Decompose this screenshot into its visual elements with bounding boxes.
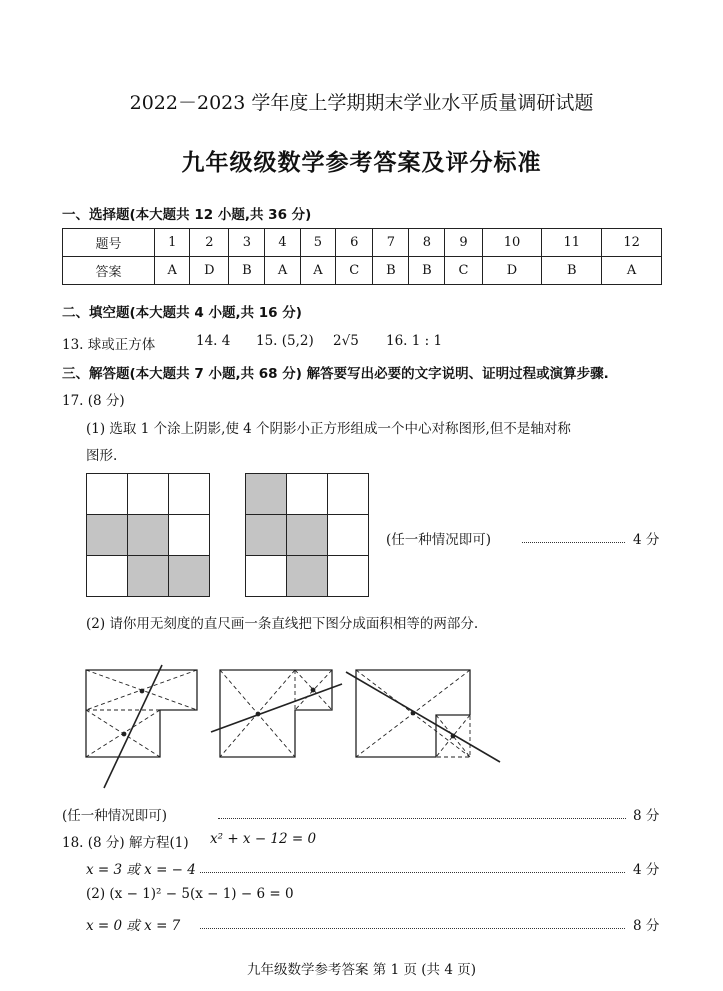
section-solve-heading: 三、解答题(本大题共 7 小题,共 68 分) 解答要写出必要的文字说明、证明过程或演算步骤. [62, 366, 609, 382]
grid-row [87, 515, 210, 556]
q17-note-2: (任一种情况即可) [62, 808, 168, 824]
center-point [311, 688, 316, 693]
center-point [256, 712, 261, 717]
grid-row [246, 474, 369, 515]
grid-row [87, 474, 210, 515]
table-cell: 1 [155, 229, 190, 257]
table-cell: B [542, 257, 602, 285]
row-label-answer: 答案 [63, 257, 155, 285]
score-q17-2: 8 分 [633, 808, 660, 824]
grid-row [246, 556, 369, 597]
table-cell: D [482, 257, 542, 285]
shaded-square [246, 515, 287, 556]
q17-part1-text: (1) 选取 1 个涂上阴影,使 4 个阴影小正方形组成一个中心对称图形,但不是轴对称 [86, 421, 571, 437]
center-point [140, 689, 145, 694]
q17-part1-text-cont: 图形. [86, 448, 118, 464]
table-cell: B [373, 257, 409, 285]
table-cell: C [336, 257, 373, 285]
table-cell: B [409, 257, 445, 285]
l-shape-outline-1 [86, 670, 197, 757]
choice-answer-table [62, 228, 662, 285]
shaded-square [128, 515, 169, 556]
q18-label: 18. (8 分) 解方程(1) [62, 835, 189, 851]
q18-equation-1: x² + x − 12 = 0 [210, 831, 317, 847]
answer-q16: 16. 1 : 1 [386, 333, 443, 349]
empty-square [87, 474, 128, 515]
area-bisection-diagrams [70, 660, 530, 795]
shaded-square [246, 474, 287, 515]
table-cell: 2 [190, 229, 229, 257]
empty-square [328, 515, 369, 556]
q17-label: 17. (8 分) [62, 393, 125, 409]
score-q18-1: 4 分 [633, 862, 660, 878]
shaded-grid-2 [245, 473, 369, 597]
score-q18-2: 8 分 [633, 918, 660, 934]
l-shape-outline-2 [220, 670, 332, 757]
table-cell: 5 [300, 229, 335, 257]
table-cell: A [265, 257, 300, 285]
table-cell: 10 [482, 229, 542, 257]
table-cell: 4 [265, 229, 300, 257]
empty-square [169, 515, 210, 556]
shaded-square [287, 556, 328, 597]
table-row-numbers [63, 229, 662, 257]
q17-note-1: (任一种情况即可) [386, 532, 492, 548]
table-row-answers [63, 257, 662, 285]
exam-title: 2022－2023 学年度上学期期末学业水平质量调研试题 [129, 92, 594, 114]
answer-q14: 14. 4 [196, 333, 231, 349]
dot-leader [522, 542, 625, 543]
table-cell: 6 [336, 229, 373, 257]
center-point [411, 711, 416, 716]
table-cell: 3 [229, 229, 265, 257]
empty-square [328, 556, 369, 597]
page-footer: 九年级数学参考答案 第 1 页 (共 4 页) [247, 962, 476, 978]
dot-leader [200, 928, 625, 929]
answer-q15: 15. (5,2) [256, 333, 314, 349]
empty-square [287, 474, 328, 515]
table-cell: A [300, 257, 335, 285]
answer-key-title: 九年级级数学参考答案及评分标准 [181, 149, 542, 176]
score-q17-1: 4 分 [633, 532, 660, 548]
table-cell: 9 [445, 229, 482, 257]
table-cell: 12 [602, 229, 662, 257]
table-cell: D [190, 257, 229, 285]
empty-square [328, 474, 369, 515]
shaded-square [287, 515, 328, 556]
center-point [122, 732, 127, 737]
empty-square [87, 556, 128, 597]
shaded-grid-1 [86, 473, 210, 597]
construction-lines-1 [86, 670, 197, 757]
table-cell: C [445, 257, 482, 285]
empty-square [169, 474, 210, 515]
table-cell: A [602, 257, 662, 285]
dot-leader [200, 872, 625, 873]
shaded-square [128, 556, 169, 597]
table-cell: A [155, 257, 190, 285]
q18-solution-1: x = 3 或 x = − 4 [86, 862, 196, 878]
section-fill-heading: 二、填空题(本大题共 4 小题,共 16 分) [62, 305, 302, 321]
bisecting-line-3 [346, 672, 500, 762]
grid-row [246, 515, 369, 556]
q17-part2-text: (2) 请你用无刻度的直尺画一条直线把下图分成面积相等的两部分. [86, 616, 479, 632]
answer-q15-b: 2√5 [333, 333, 359, 349]
table-cell: B [229, 257, 265, 285]
shaded-square [169, 556, 210, 597]
q18-solution-2: x = 0 或 x = 7 [86, 918, 181, 934]
empty-square [128, 474, 169, 515]
table-cell: 7 [373, 229, 409, 257]
table-cell: 8 [409, 229, 445, 257]
table-cell: 11 [542, 229, 602, 257]
section-choice-heading: 一、选择题(本大题共 12 小题,共 36 分) [62, 207, 312, 223]
grid-row [87, 556, 210, 597]
construction-lines-2 [220, 670, 332, 757]
answer-q13: 13. 球或正方体 [62, 337, 156, 353]
row-label-number: 题号 [63, 229, 155, 257]
shaded-square [87, 515, 128, 556]
empty-square [246, 556, 287, 597]
center-point [451, 734, 456, 739]
q18-equation-2: (2) (x − 1)² − 5(x − 1) − 6 = 0 [86, 886, 294, 902]
dot-leader [218, 818, 626, 819]
